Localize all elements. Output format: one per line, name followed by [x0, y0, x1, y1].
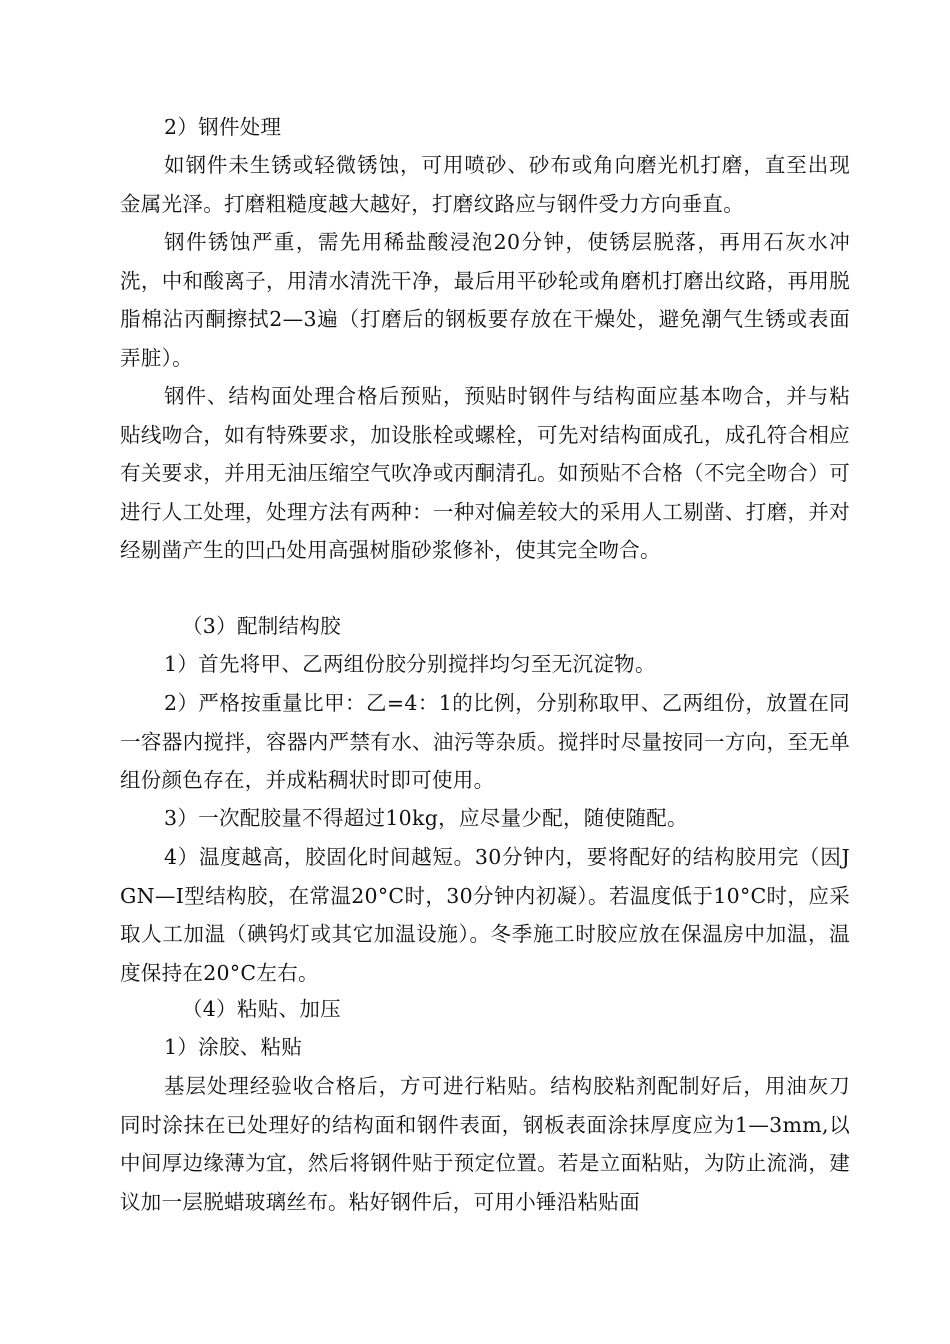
paragraph-stir-components: 1）首先将甲、乙两组份胶分别搅拌均匀至无沉淀物。 — [164, 652, 656, 676]
subheading-steel-treatment: 2）钢件处理 — [164, 115, 282, 139]
paragraph-light-rust: 如钢件未生锈或轻微锈蚀，可用喷砂、砂布或角向磨光机打磨，直至出现金属光泽。打磨粗糙度越大越好，打磨纹路应与钢件受力方向垂直。 — [120, 153, 850, 216]
paragraph-mix-ratio: 2）严格按重量比甲：乙=4：1的比例，分别称取甲、乙两组份，放置在同一容器内搅拌，容器内严禁有水、油污等杂质。搅拌时尽量按同一方向，至无单组份颜色存在，并成粘稠状时即可使用。 — [120, 691, 850, 793]
heading-prepare-adhesive: （3）配制结构胶 — [182, 614, 341, 638]
paragraph-temperature: 4）温度越高，胶固化时间越短。30分钟内，要将配好的结构胶用完（因JGN—I型结构胶，在常温20°C时，30分钟内初凝）。若温度低于10°C时，应采取人工加温（碘钨灯或其它加温设施）。冬季施工时胶应放在保温房中加温，温度保持在20°C左右。 — [120, 845, 850, 985]
heading-bond-press: （4）粘贴、加压 — [182, 997, 341, 1021]
paragraph-batch-limit: 3）一次配胶量不得超过10kg，应尽量少配，随使随配。 — [164, 806, 688, 830]
subheading-apply-glue: 1）涂胶、粘贴 — [164, 1035, 303, 1059]
paragraph-pre-bonding: 钢件、结构面处理合格后预贴，预贴时钢件与结构面应基本吻合，并与粘贴线吻合，如有特殊要求，加设胀栓或螺栓，可先对结构面成孔，成孔符合相应有关要求，并用无油压缩空气吹净或丙酮清孔。如预贴不合格（不完全吻合）可进行人工处理，处理方法有两种：一种对偏差较大的采用人工剔凿、打磨，并对经剔凿产生的凹凸处用高强树脂砂浆修补，使其完全吻合。 — [120, 384, 850, 563]
paragraph-bonding-procedure: 基层处理经验收合格后，方可进行粘贴。结构胶粘剂配制好后，用油灰刀同时涂抹在已处理好的结构面和钢件表面，钢板表面涂抹厚度应为1—3mm,以中间厚边缘薄为宜，然后将钢件贴于预定位置。若是立面粘贴，为防止流淌，建议加一层脱蜡玻璃丝布。粘好钢件后，可用小锤沿粘贴面 — [120, 1074, 850, 1214]
paragraph-heavy-rust: 钢件锈蚀严重，需先用稀盐酸浸泡20分钟，使锈层脱落，再用石灰水冲洗，中和酸离子，用清水清洗干净，最后用平砂轮或角磨机打磨出纹路，再用脱脂棉沾丙酮擦拭2—3遍（打磨后的钢板要存放在干燥处，避免潮气生锈或表面弄脏）。 — [120, 230, 850, 370]
